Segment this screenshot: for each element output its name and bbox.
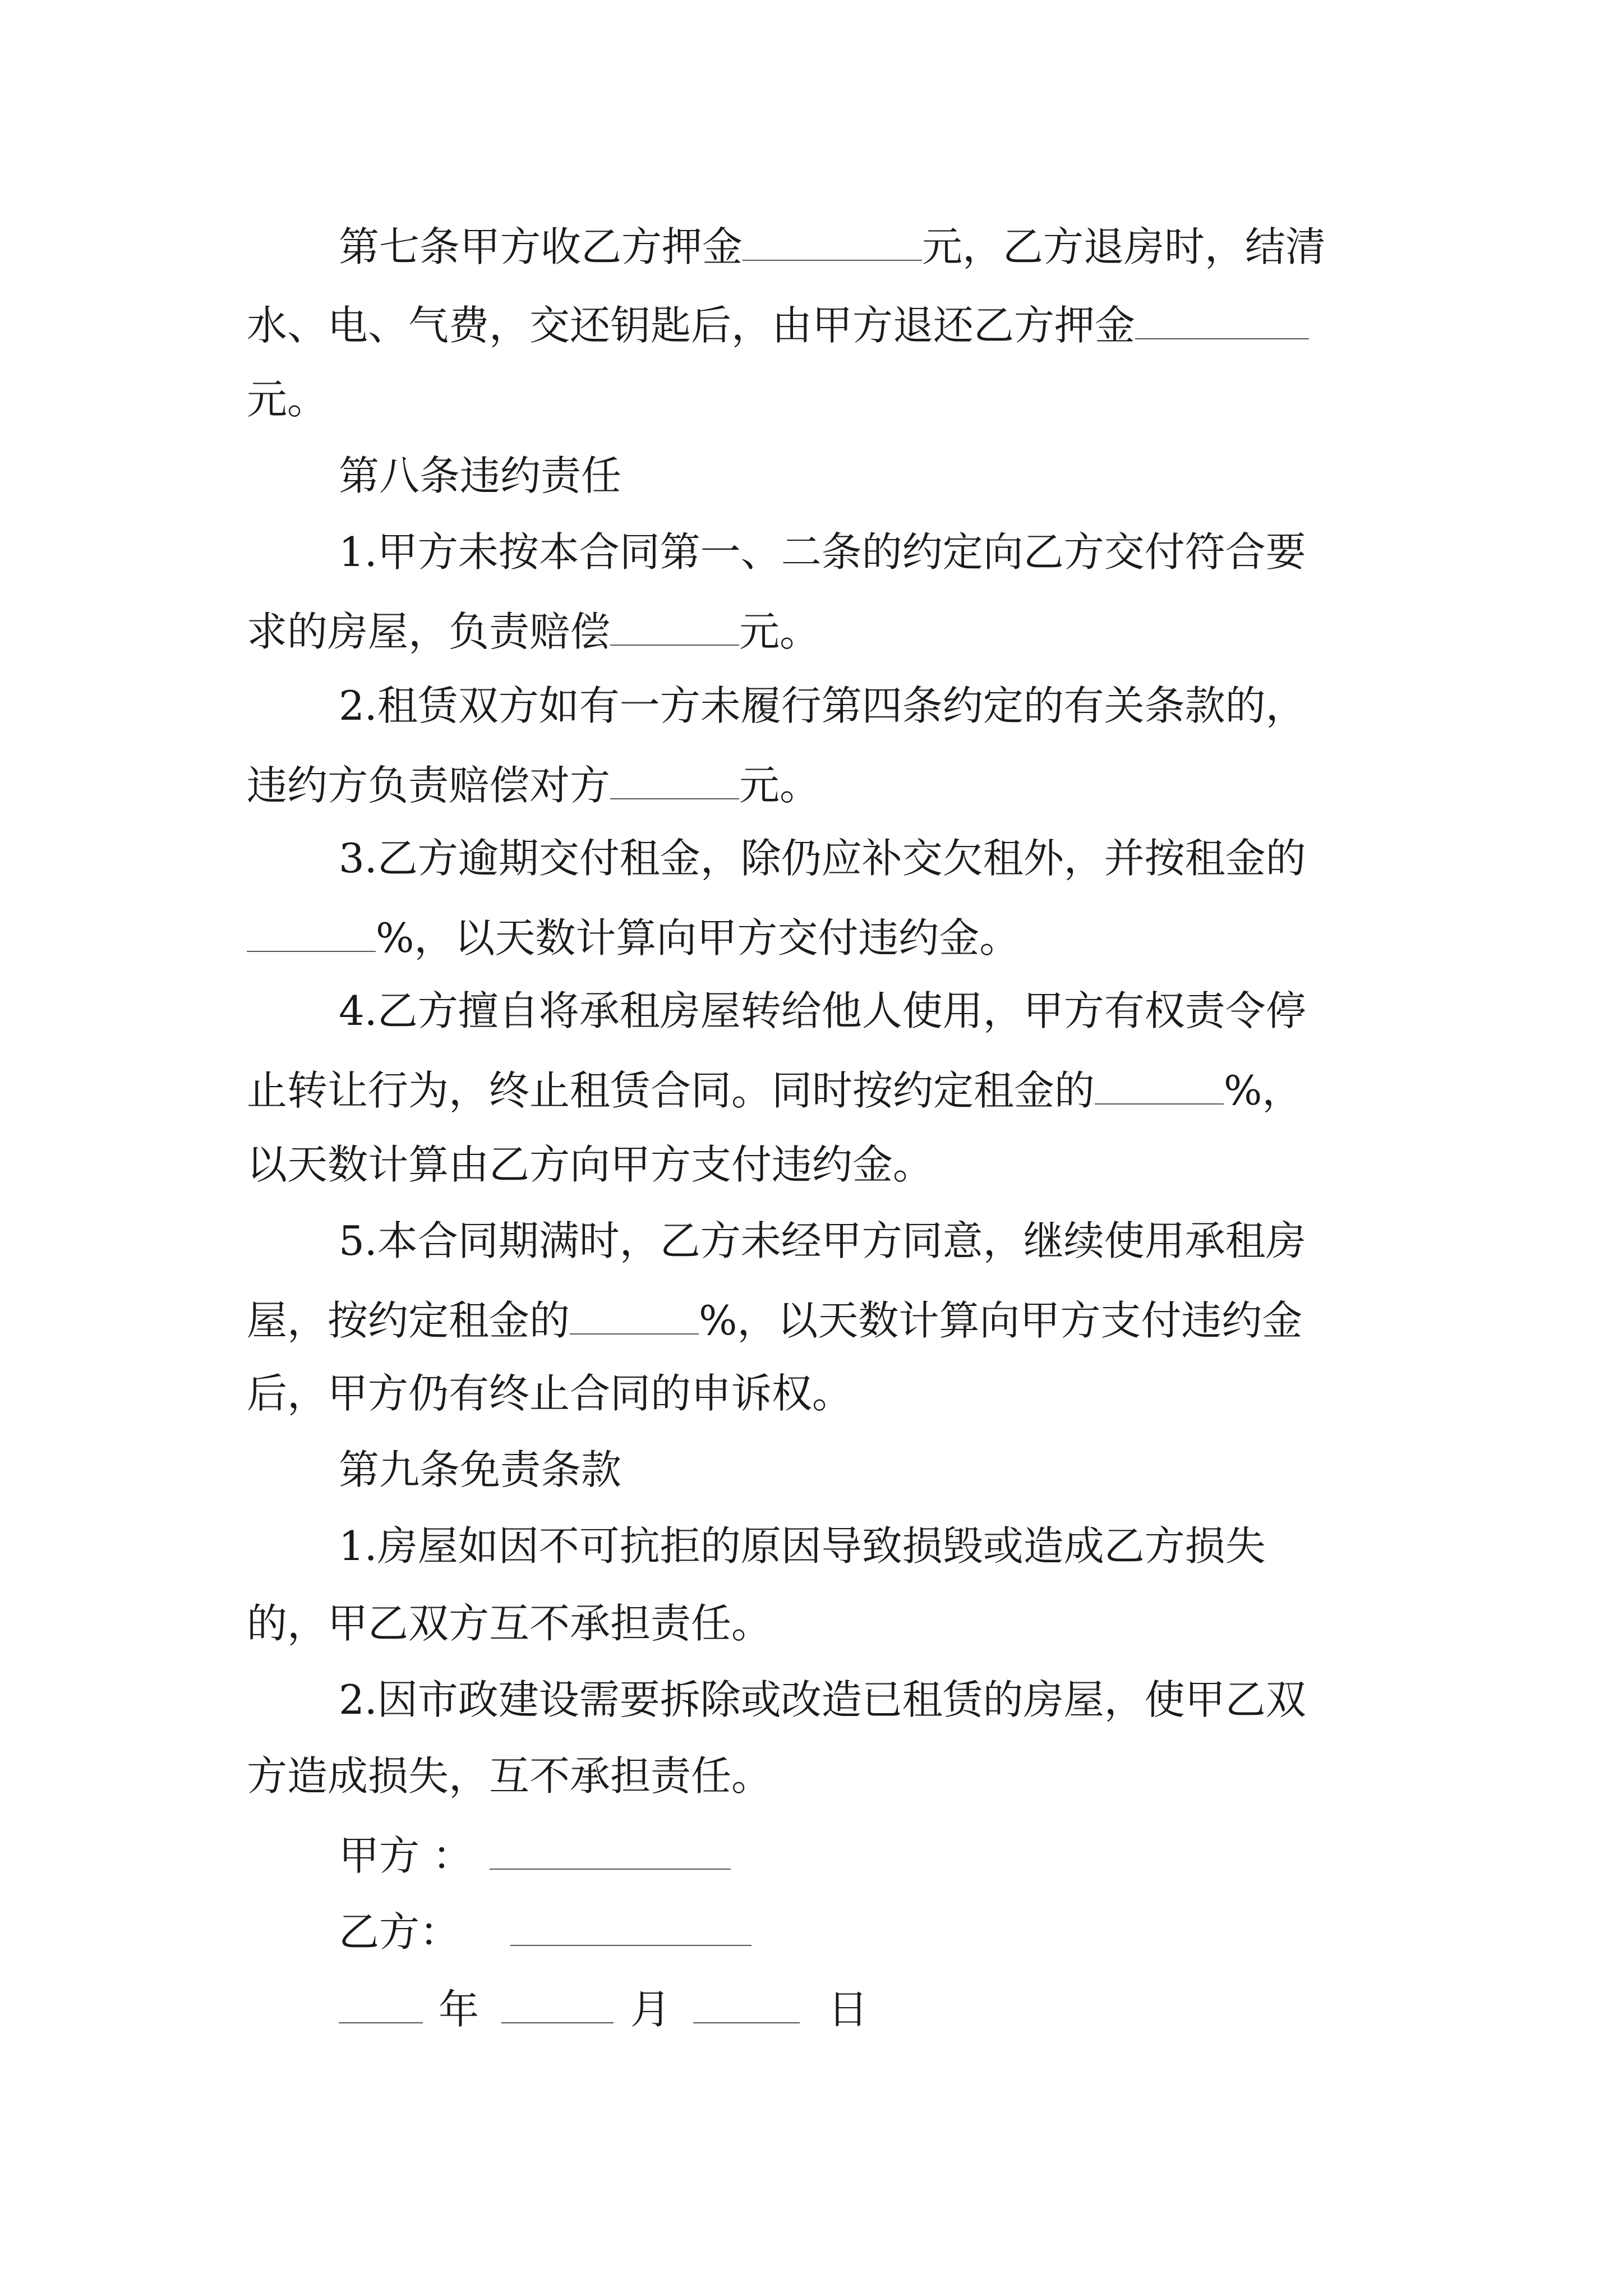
day-label: 日 [828,1985,869,2033]
article7-line3: 元。 [247,376,328,423]
text: 元。 [739,761,820,809]
text: %，以天数计算向甲方支付违约金 [699,1296,1303,1344]
text: 求的房屋，负责赔偿 [247,608,611,655]
article8-item2-line2 [247,761,820,809]
year-label: 年 [439,1985,479,2033]
article9-item1-line2: 的，甲乙双方互不承担责任。 [247,1600,772,1647]
deposit-refund-blank [1135,302,1309,339]
month-blank [501,1986,614,2023]
article7-line1 [339,223,1326,270]
text: 第七条甲方收乙方押金 [339,223,743,270]
year-blank [339,1986,423,2023]
article8-item4-line2 [247,1066,1303,1114]
deposit-blank [743,223,922,261]
article9-title: 第九条免责条款 [339,1446,622,1493]
percent-blank [570,1297,699,1335]
month-label: 月 [630,1985,671,2033]
article8-item3-line1: 3.乙方逾期交付租金，除仍应补交欠租外，并按租金的 [339,835,1306,882]
article9-item2-line2: 方造成损失，互不承担责任。 [247,1752,772,1800]
text: %， [1224,1066,1303,1114]
compensation-blank [610,608,739,646]
percent-blank [1095,1067,1224,1105]
percent-blank [247,914,376,952]
text: 元。 [739,608,820,655]
article8-item5-line2 [247,1296,1303,1344]
article8-item2-line1: 2.租赁双方如有一方未履行第四条约定的有关条款的， [339,682,1306,729]
party-a-signature [339,1832,731,1879]
text: 屋，按约定租金的 [247,1296,570,1344]
article8-item5-line3: 后，甲方仍有终止合同的申诉权。 [247,1370,853,1417]
date-line [339,1985,869,2033]
text: 元，乙方退房时，结清 [922,223,1326,270]
article9-item2-line1: 2.因市政建设需要拆除或改造已租赁的房屋，使甲乙双 [339,1676,1306,1723]
article7-line2 [247,301,1309,349]
text: %，以天数计算向甲方交付违约金。 [376,914,1020,961]
article8-item1-line2 [247,608,820,655]
text: 止转让行为，终止租赁合同。同时按约定租金的 [247,1066,1095,1114]
compensation-blank [610,762,739,799]
party-a-blank [490,1832,731,1870]
article8-item5-line1: 5.本合同期满时，乙方未经甲方同意，继续使用承租房 [339,1217,1306,1264]
article8-item1-line1: 1.甲方未按本合同第一、二条的约定向乙方交付符合要 [339,528,1306,576]
party-b-signature [339,1908,751,1955]
party-b-blank [510,1908,751,1946]
article8-item3-line2 [247,914,1020,961]
article8-item4-line1: 4.乙方擅自将承租房屋转给他人使用，甲方有权责令停 [339,987,1306,1034]
day-blank [693,1986,800,2023]
party-a-label: 甲方 ： [339,1832,473,1879]
article8-title: 第八条违约责任 [339,452,622,499]
text: 违约方负责赔偿对方 [247,761,611,809]
text: 水、电、气费，交还钥匙后，由甲方退还乙方押金 [247,301,1136,349]
article9-item1-line1: 1.房屋如因不可抗拒的原因导致损毁或造成乙方损失 [339,1522,1266,1570]
party-b-label: 乙方： [339,1908,460,1955]
article8-item4-line3: 以天数计算由乙方向甲方支付违约金。 [247,1141,934,1188]
